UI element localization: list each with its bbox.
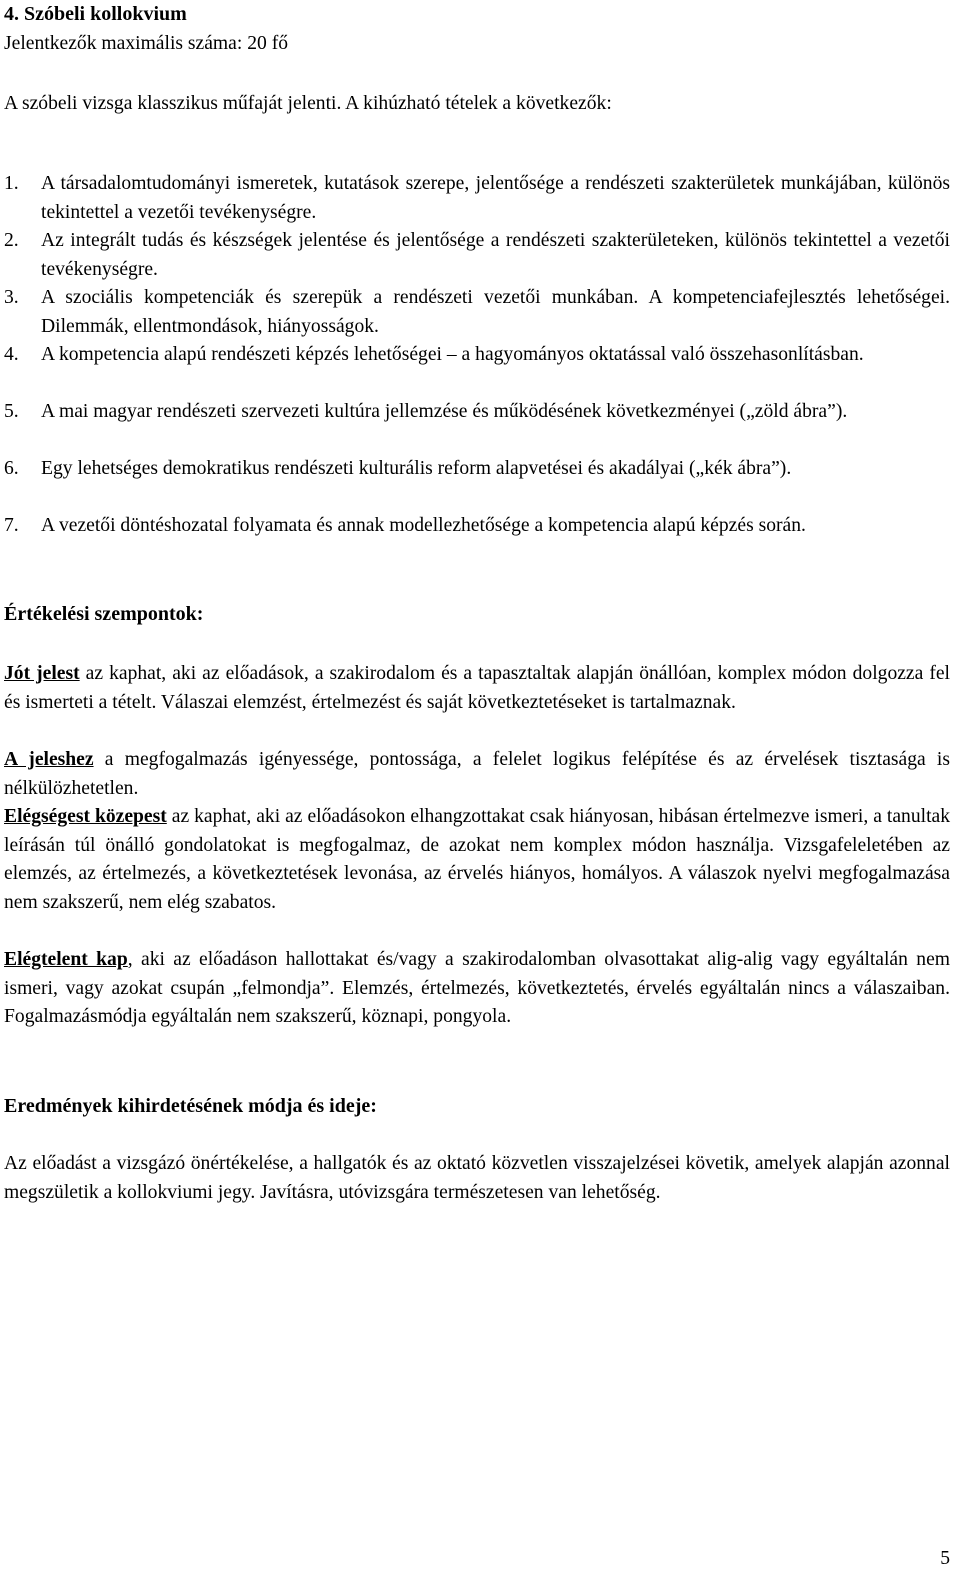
- grade-label: Elégtelent kap: [4, 949, 128, 970]
- topic-number: 2.: [4, 230, 19, 251]
- topic-number: 5.: [4, 401, 19, 422]
- topic-number: 7.: [4, 515, 19, 536]
- topic-number: 3.: [4, 287, 19, 308]
- topic-item: [4, 341, 950, 370]
- grade-label: Elégségest közepest: [4, 806, 167, 827]
- topic-item: [4, 455, 950, 484]
- topic-text: A mai magyar rendészeti szervezeti kultúra jellemzése és működésének következményei („zöld ábra”).: [41, 401, 848, 422]
- criteria-paragraph: [4, 946, 950, 1032]
- criteria-text: a megfogalmazás igényessége, pontossága, a felelet logikus felépítése és az érvelések tisztasága is nélkülözhetetlen.: [4, 749, 950, 799]
- criteria-title: Értékelési szempontok:: [4, 603, 204, 625]
- topic-number: 1.: [4, 173, 19, 194]
- topic-text: Egy lehetséges demokratikus rendészeti kulturális reform alapvetései és akadályai („kék ábra”).: [41, 458, 792, 479]
- results-title: Eredmények kihirdetésének módja és ideje:: [4, 1095, 377, 1117]
- topic-item: [4, 284, 950, 341]
- topic-text: A társadalomtudományi ismeretek, kutatások szerepe, jelentősége a rendészeti szakterületek munkájában, különös tekintettel a vezetői tevékenységre.: [41, 173, 950, 223]
- grade-label: A jeleshez: [4, 749, 94, 770]
- topic-item: [4, 398, 950, 427]
- topic-text: A vezetői döntéshozatal folyamata és annak modellezhetősége a kompetencia alapú képzés során.: [41, 515, 806, 536]
- topic-item: [4, 227, 950, 284]
- topic-text: A kompetencia alapú rendészeti képzés lehetőségei – a hagyományos oktatással való összehasonlításban.: [41, 344, 864, 365]
- topic-text: A szociális kompetenciák és szerepük a rendészeti vezetői munkában. A kompetenciafejlesztés lehetőségei. Dilemmák, ellentmondások, hiányosságok.: [41, 287, 950, 337]
- topic-number: 4.: [4, 344, 19, 365]
- criteria-paragraph: [4, 660, 950, 717]
- criteria-paragraph: [4, 803, 950, 917]
- criteria-text: az kaphat, aki az előadások, a szakirodalom és a tapasztaltak alapján önállóan, komplex módon dolgozza fel és ismerteti a tételt. Válaszai elemzést, értelmezést és saját következtetéseket is tartalmaznak.: [4, 663, 951, 713]
- section-title: 4. Szóbeli kollokvium: [4, 3, 187, 25]
- topic-number: 6.: [4, 458, 19, 479]
- max-applicants: Jelentkezők maximális száma: 20 fő: [4, 33, 289, 54]
- page-number: 5: [940, 1548, 950, 1569]
- topic-item: [4, 170, 950, 227]
- criteria-text: , aki az előadáson hallottakat és/vagy a szakirodalomban olvasottakat alig-alig vagy egyáltalán nem ismeri, vagy azokat csupán „felmondja”. Elemzés, értelmezés, következtetés, érvelés egyáltalán nincs a válaszaiban. Fogalmazásmódja egyáltalán nem szakszerű, köznapi, pongyola.: [4, 949, 951, 1027]
- topic-item: [4, 512, 950, 541]
- intro-text: A szóbeli vizsga klasszikus műfaját jelenti. A kihúzható tételek a következők:: [4, 93, 612, 114]
- topic-text: Az integrált tudás és készségek jelentése és jelentősége a rendészeti szakterületeken, különös tekintettel a vezetői tevékenységre.: [41, 230, 950, 280]
- criteria-paragraph: [4, 746, 950, 803]
- grade-label: Jót jelest: [4, 663, 80, 684]
- results-text: Az előadást a vizsgázó önértékelése, a hallgatók és az oktató közvetlen visszajelzései követik, amelyek alapján azonnal megszületik a kollokviumi jegy. Javításra, utóvizsgára természetesen van lehetőség.: [4, 1153, 950, 1203]
- criteria-text: az kaphat, aki az előadásokon elhangzottakat csak hiányosan, hibásan értelmezve ismeri, a tanultak leírásán túl önálló gondolatokat is megfogalmaz, de azokat nem komplex módon használja. Vizsgafeleletében az elemzés, az értelmezés, a következtetések levonása, az érvelés hiányos, homályos. A válaszok nyelvi megfogalmazása nem szakszerű, nem elég szabatos.: [4, 806, 951, 913]
